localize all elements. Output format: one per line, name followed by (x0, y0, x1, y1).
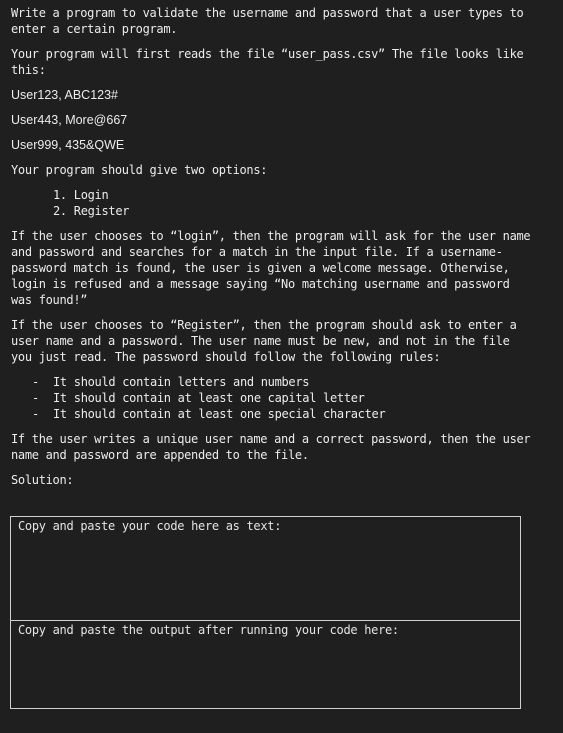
solution-label: Solution: (11, 473, 74, 487)
output-box-placeholder: Copy and paste the output after running your code here: (18, 623, 399, 637)
password-rules-list (11, 374, 531, 422)
rule-text: It should contain at least one special character (53, 407, 386, 421)
intro-paragraph: Write a program to validate the username and password that a user types to enter a certain program. (11, 6, 524, 36)
rule-text: It should contain letters and numbers (53, 375, 310, 389)
file-intro-paragraph: Your program will first reads the file “user_pass.csv” The file looks like this: (11, 47, 524, 77)
option-register: 2. Register (53, 204, 130, 218)
dash-bullet-icon: - (32, 391, 39, 405)
rule-item (32, 374, 531, 390)
register-paragraph: If the user chooses to “Register”, then the program should ask to enter a user name and a password. The user name must be new, and not in the file you just read. The password should follow the following rules: (11, 318, 517, 364)
dash-bullet-icon: - (32, 407, 39, 421)
append-paragraph: If the user writes a unique user name and a correct password, then the user name and password are appended to the file. (11, 432, 531, 462)
option-login: 1. Login (53, 188, 109, 202)
assignment-content (11, 5, 531, 497)
csv-line-2: User443, More@667 (11, 113, 128, 127)
rule-item (32, 390, 531, 406)
login-paragraph: If the user chooses to “login”, then the program will ask for the user name and password and searches for a match in the input file. If a username-password match is found, the user is given a welcome message. Otherwise, login is refused and a message saying “No matching username and password was found!” (11, 229, 531, 307)
csv-line-1: User123, ABC123# (11, 88, 119, 102)
code-answer-box[interactable] (10, 516, 521, 621)
dash-bullet-icon: - (32, 375, 39, 389)
options-intro-paragraph: Your program should give two options: (11, 163, 268, 177)
code-box-placeholder: Copy and paste your code here as text: (18, 519, 282, 533)
output-answer-box[interactable] (10, 620, 521, 709)
rule-item (32, 406, 531, 422)
csv-line-3: User999, 435&QWE (11, 138, 125, 152)
options-list (11, 187, 531, 219)
rule-text: It should contain at least one capital letter (53, 391, 365, 405)
